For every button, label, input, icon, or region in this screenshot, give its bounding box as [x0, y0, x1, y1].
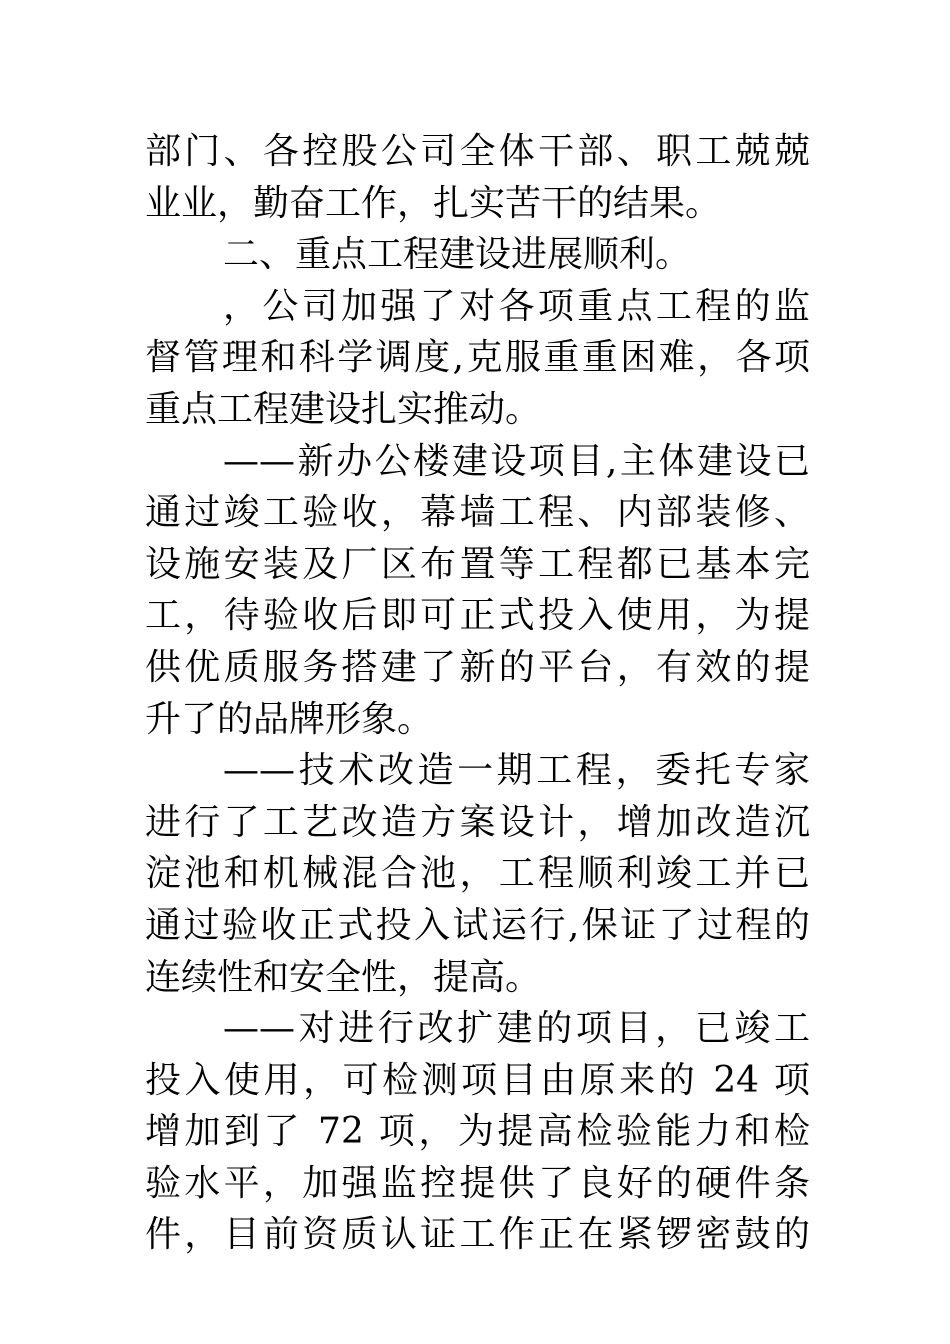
text-line: 投入使用，可检测项目由原来的 24 项: [145, 1059, 810, 1101]
text-line: 淀池和机械混合池，工程顺利竣工并已: [145, 853, 810, 895]
text-line: 二、重点工程建设进展顺利。: [223, 234, 692, 276]
text-line: 部门、各控股公司全体干部、职工兢兢: [145, 131, 810, 172]
text-line: ，公司加强了对各项重点工程的监: [223, 285, 810, 327]
document-body: [145, 126, 810, 1261]
text-line: 通过竣工验收，幕墙工程、内部装修、: [145, 492, 810, 534]
text-line: 业业，勤奋工作，扎实苦干的结果。: [145, 182, 722, 224]
text-line: ——对进行改扩建的项目，已竣工: [223, 1008, 810, 1050]
text-line: 增加到了 72 项，为提高检验能力和检: [145, 1111, 810, 1153]
text-line: 工，待验收后即可正式投入使用，为提: [145, 595, 810, 637]
text-line: ——技术改造一期工程，委托专家: [223, 750, 810, 792]
text-line: 重点工程建设扎实推动。: [145, 388, 542, 430]
text-line: 件，目前资质认证工作正在紧锣密鼓的: [145, 1214, 810, 1256]
text-line: 设施安装及厂区布置等工程都已基本完: [145, 543, 810, 585]
text-line: ——新办公楼建设项目,主体建设已: [223, 440, 810, 482]
text-line: 通过验收正式投入试运行,保证了过程的: [145, 904, 810, 946]
text-line: 供优质服务搭建了新的平台，有效的提: [145, 646, 810, 688]
text-line: 验水平，加强监控提供了良好的硬件条: [145, 1162, 810, 1204]
text-line: 升了的品牌形象。: [145, 698, 434, 740]
text-line: 督管理和科学调度,克服重重困难，各项: [145, 337, 810, 379]
text-line: 进行了工艺改造方案设计，增加改造沉: [145, 801, 810, 843]
text-line: 连续性和安全性，提高。: [145, 956, 542, 998]
